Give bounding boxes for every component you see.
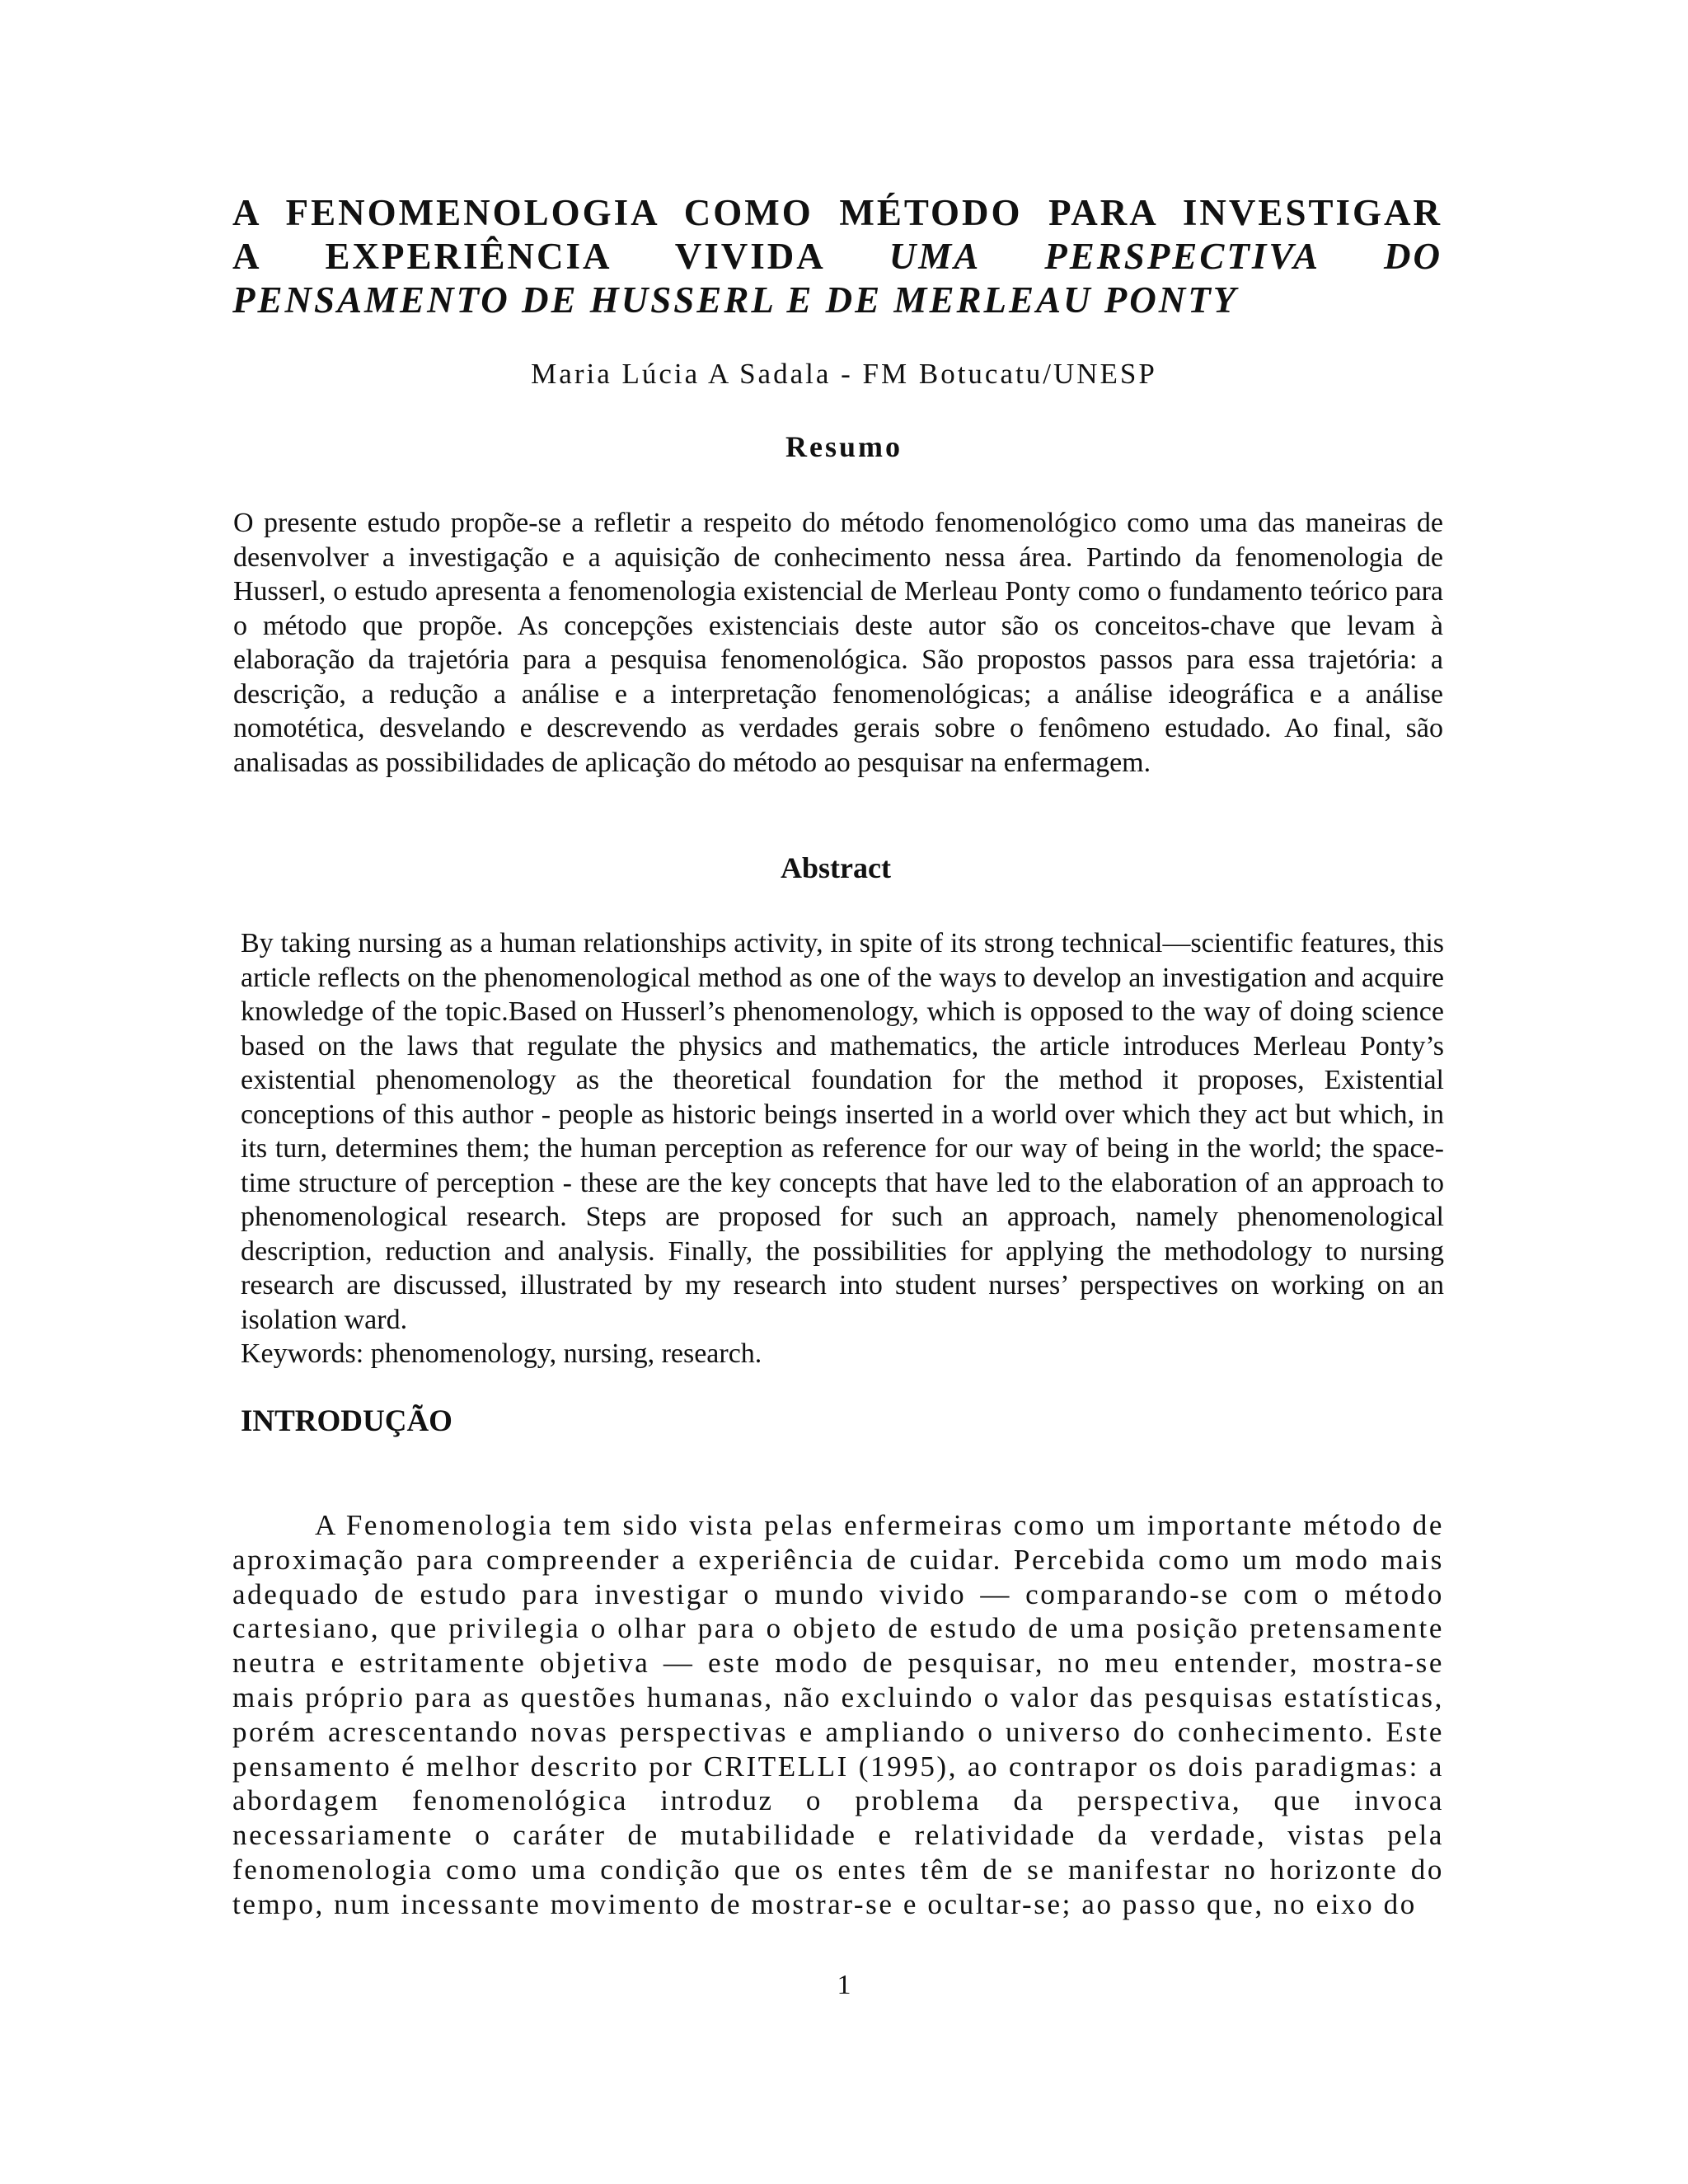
- author-affiliation: Maria Lúcia A Sadala - FM Botucatu/UNESP: [531, 358, 1157, 390]
- abstract-heading: Abstract: [781, 851, 891, 884]
- title-line-2: [232, 235, 1442, 279]
- abstract-paragraph: By taking nursing as a human relationships activity, in spite of its strong technical—scientific features, this article reflects on the phenomenological method as one of the ways to develop an investigation and acquire knowledge of the topic.Based on Husserl’s phenomenology, which is opposed to the way of doing science based on the laws that regulate the physics and mathematics, the article introduces Merleau Ponty’s existential phenomenology as the theoretical foundation for the method it proposes, Existential conceptions of this author - people as historic beings inserted in a world over which they act but which, in its turn, determines them; the human perception as reference for our way of being in the world; the space-time structure of perception - these are the key concepts that have led to the elaboration of an approach to phenomenological research. Steps are proposed for such an approach, namely phenomenological description, reduction and analysis. Finally, the possibilities for applying the methodology to nursing research are discussed, illustrated by my research into student nurses’ perspectives on working on an isolation ward.: [241, 928, 1444, 1335]
- introduction-paragraph: A Fenomenologia tem sido vista pelas enfermeiras como um importante método de aproximação para compreender a experiência de cuidar. Percebida como um modo mais adequado de estudo para investigar o mundo vivido — comparando-se com o método cartesiano, que privilegia o olhar para o objeto de estudo de uma posição pretensamente neutra e estritamente objetiva — este modo de pesquisar, no meu entender, mostra-se mais próprio para as questões humanas, não excluindo o valor das pesquisas estatísticas, porém acrescentando novas perspectivas e ampliando o universo do conhecimento. Este pensamento é melhor descrito por CRITELLI (1995), ao contrapor os dois paradigmas: a abordagem fenomenológica introduz o problema da perspectiva, que invoca necessariamente o caráter de mutabilidade e relatividade da verdade, vistas pela fenomenologia como uma condição que os entes têm de se manifestar no horizonte do tempo, num incessante movimento de mostrar-se e ocultar-se; ao passo que, no eixo do: [232, 1509, 1444, 1920]
- keywords-line: Keywords: phenomenology, nursing, research.: [241, 1338, 762, 1369]
- page-number: 1: [837, 1970, 851, 2000]
- paper-title: [232, 191, 1442, 322]
- title-line-3-italic: PENSAMENTO DE HUSSERL E DE MERLEAU PONTY: [232, 279, 1239, 321]
- resumo-paragraph: O presente estudo propõe-se a refletir a respeito do método fenomenológico como uma das maneiras de desenvolver a investigação e a aquisição de conhecimento nessa área. Partindo da fenomenologia de Husserl, o estudo apresenta a fenomenologia existencial de Merleau Ponty como o fundamento teórico para o método que propõe. As concepções existenciais deste autor são os conceitos-chave que levam à elaboração da trajetória para a pesquisa fenomenológica. São propostos passos para essa trajetória: a descrição, a redução a análise e a interpretação fenomenológicas; a análise ideográfica e a análise nomotética, desvelando e descrevendo as verdades gerais sobre o fenômeno estudado. Ao final, são analisadas as possibilidades de aplicação do método ao pesquisar na enfermagem.: [233, 508, 1443, 778]
- introduction-heading: INTRODUÇÃO: [241, 1404, 452, 1438]
- title-line-2-italic: UMA PERSPECTIVA DO: [889, 236, 1443, 277]
- title-line-2-prefix: A EXPERIÊNCIA VIVIDA: [232, 236, 824, 277]
- resumo-heading: Resumo: [785, 430, 903, 463]
- title-line-1: A FENOMENOLOGIA COMO MÉTODO PARA INVESTIGAR: [232, 192, 1442, 233]
- title-line-3: [232, 279, 1442, 322]
